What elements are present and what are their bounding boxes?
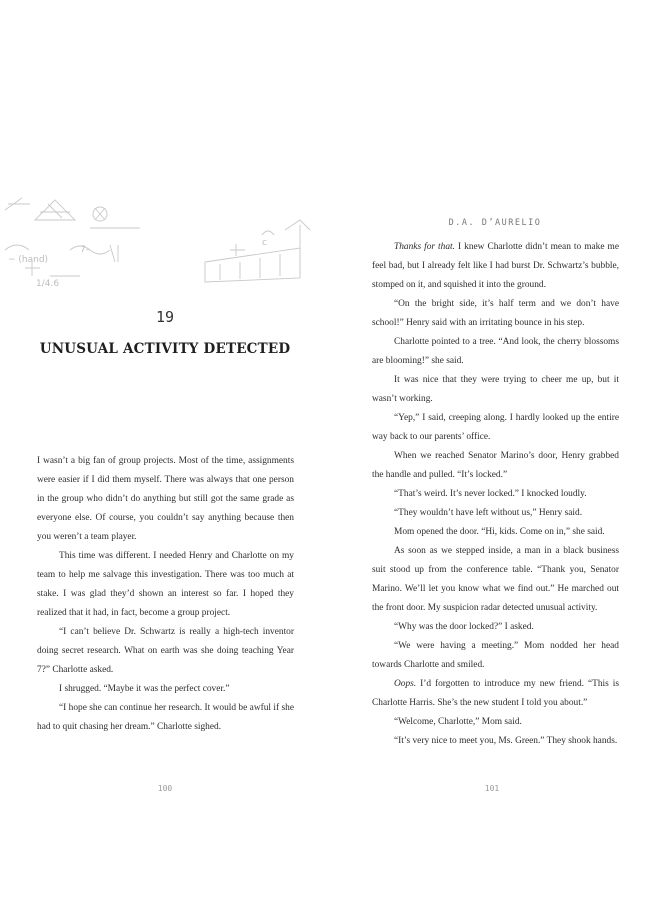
paragraph: Charlotte pointed to a tree. “And look, the cherry blossoms are blooming!” she said.	[372, 337, 619, 366]
chapter-number: 19	[155, 308, 175, 326]
italic-thought: Thanks for that.	[394, 242, 455, 252]
paragraph-text: I’d forgotten to introduce my new friend. “This is Charlotte Harris. She’s the new student I told you about.”	[372, 679, 619, 708]
paragraph: “Yep,” I said, creeping along. I hardly looked up the entire way back to our parents’ office.	[372, 413, 619, 442]
paragraph: “I can’t believe Dr. Schwartz is really a high-tech inventor doing secret research. What on earth was she doing teaching Year 7?” Charlotte asked.	[37, 627, 294, 675]
paragraph: It was nice that they were trying to cheer me up, but it wasn’t working.	[372, 375, 619, 404]
paragraph: “They wouldn’t have left without us,” Henry said.	[394, 508, 583, 518]
chapter-title: UNUSUAL ACTIVITY DETECTED	[39, 341, 291, 357]
paragraph: I wasn’t a big fan of group projects. Most of the time, assignments were easier if I did them myself. There was always that one person in the group who didn’t do anything but still got the same grade as everyone else. Of course, you couldn’t say anything because then you weren’t a team player.	[37, 456, 294, 542]
paragraph: “Welcome, Charlotte,” Mom said.	[394, 717, 522, 727]
svg-text:~ (hand): ~ (hand)	[8, 255, 49, 265]
page-number: 101	[484, 784, 500, 793]
svg-text:7-: 7-	[80, 245, 89, 255]
paragraph: “It’s very nice to meet you, Ms. Green.” They shook hands.	[394, 736, 618, 746]
paragraph: As soon as we stepped inside, a man in a black business suit stood up from the conference table. “Thank you, Senator Marino. We’ll let you know what we find out.” He marched out the front door. My suspicion radar detected unusual activity.	[372, 546, 619, 613]
paragraph	[372, 238, 619, 295]
left-body-text	[37, 452, 294, 737]
paragraph	[372, 675, 619, 713]
svg-text:1/4.6: 1/4.6	[36, 279, 60, 289]
paragraph: “I hope she can continue her research. It would be awful if she had to quit chasing her dream.” Charlotte sighed.	[37, 703, 294, 732]
right-body-text	[372, 238, 619, 751]
running-head: D.A. D’AURELIO	[448, 218, 542, 228]
paragraph: Mom opened the door. “Hi, kids. Come on in,” she said.	[394, 527, 605, 537]
paragraph: I shrugged. “Maybe it was the perfect cover.”	[59, 684, 230, 694]
svg-text:c: c	[262, 238, 267, 248]
paragraph: “We were having a meeting.” Mom nodded her head towards Charlotte and smiled.	[372, 641, 619, 670]
paragraph: “On the bright side, it’s half term and we don’t have school!” Henry said with an irritating bounce in his step.	[372, 299, 619, 328]
paragraph: “Why was the door locked?” I asked.	[394, 622, 534, 632]
paragraph: “That’s weird. It’s never locked.” I knocked loudly.	[394, 489, 587, 499]
paragraph: This time was different. I needed Henry and Charlotte on my team to help me salvage this investigation. There was too much at stake. I was glad they’d shown an interest so far. I hoped they realized that it had, in fact, become a group project.	[37, 551, 294, 618]
paragraph: When we reached Senator Marino’s door, Henry grabbed the handle and pulled. “It’s locked.”	[372, 451, 619, 480]
page-number: 100	[157, 784, 173, 793]
paragraph-text: I knew Charlotte didn’t mean to make me feel bad, but I already felt like I had burst Dr. Schwartz’s bubble, stomped on it, and squished it into the ground.	[372, 242, 619, 290]
italic-thought: Oops.	[394, 679, 417, 689]
